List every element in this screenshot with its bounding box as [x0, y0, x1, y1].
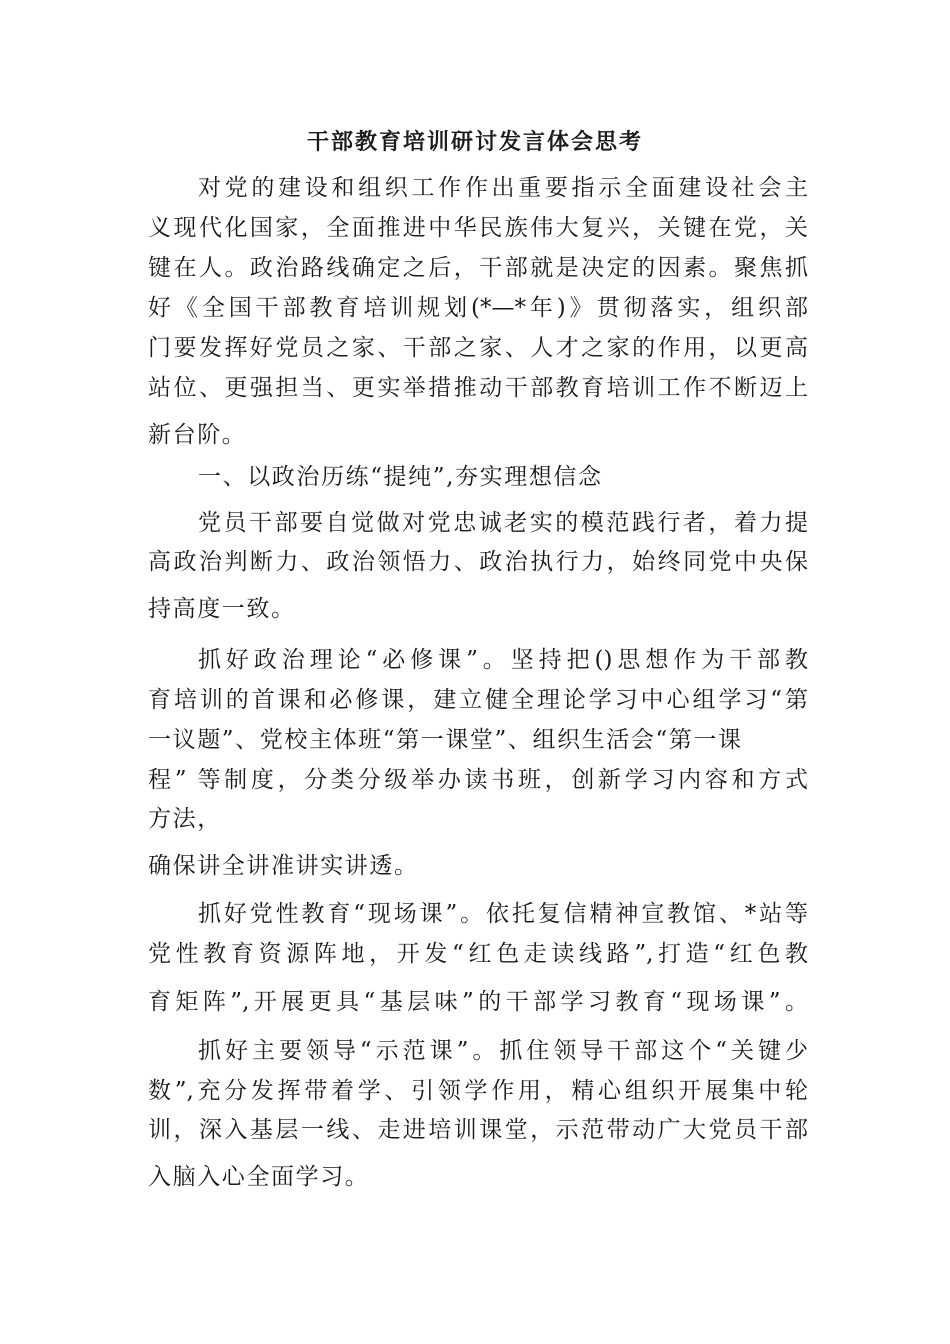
section-heading: 一、以政治历练“提纯”,夯实理想信念: [198, 464, 603, 490]
text-line: 键在人。政治路线确定之后，干部就是决定的因素。聚焦抓: [148, 255, 808, 281]
text-line: 新台阶。: [148, 422, 247, 448]
text-line: 门要发挥好党员之家、干部之家、人才之家的作用，以更高: [148, 335, 808, 361]
text-line: 一议题”、党校主体班“第一课堂”、组织生活会“第一课: [148, 727, 743, 753]
document-title: 干部教育培训研讨发言体会思考: [306, 129, 643, 155]
text-line: 确保讲全讲准讲实讲透。: [148, 853, 419, 879]
text-line: 程” 等制度，分类分级举办读书班，创新学习内容和方式: [148, 767, 808, 793]
text-line: 持高度一致。: [148, 596, 296, 622]
text-line: 党员干部要自觉做对党忠诚老实的模范践行者，着力提: [198, 510, 808, 536]
text-line: 训，深入基层一线、走进培训课堂，示范带动广大党员干部: [148, 1117, 808, 1143]
text-line: 抓好党性教育“现场课”。依托复信精神宣教馆、*站等: [198, 901, 808, 927]
text-line: 好《全国干部教育培训规划(*—*年)》贯彻落实，组织部: [148, 295, 808, 321]
text-line: 站位、更强担当、更实举措推动干部教育培训工作不断迈上: [148, 375, 808, 401]
text-line: 义现代化国家，全面推进中华民族伟大复兴，关键在党，关: [148, 215, 808, 241]
text-line: 抓好政治理论“必修课”。坚持把()思想作为干部教: [198, 647, 808, 673]
text-line: 对党的建设和组织工作作出重要指示全面建设社会主: [198, 175, 808, 201]
text-line: 数”,充分发挥带着学、引领学作用，精心组织开展集中轮: [148, 1078, 808, 1104]
text-line: 育培训的首课和必修课，建立健全理论学习中心组学习“第: [148, 687, 808, 713]
text-line: 党性教育资源阵地，开发“红色走读线路”,打造“红色教: [148, 941, 808, 967]
text-line: 高政治判断力、政治领悟力、政治执行力，始终同党中央保: [148, 549, 808, 575]
text-line: 抓好主要领导“示范课”。抓住领导干部这个“关键少: [198, 1038, 808, 1064]
text-line: 入脑入心全面学习。: [148, 1164, 370, 1190]
text-line: 方法，: [148, 806, 222, 832]
text-line: 育矩阵”,开展更具“基层味”的干部学习教育“现场课”。: [148, 989, 808, 1015]
